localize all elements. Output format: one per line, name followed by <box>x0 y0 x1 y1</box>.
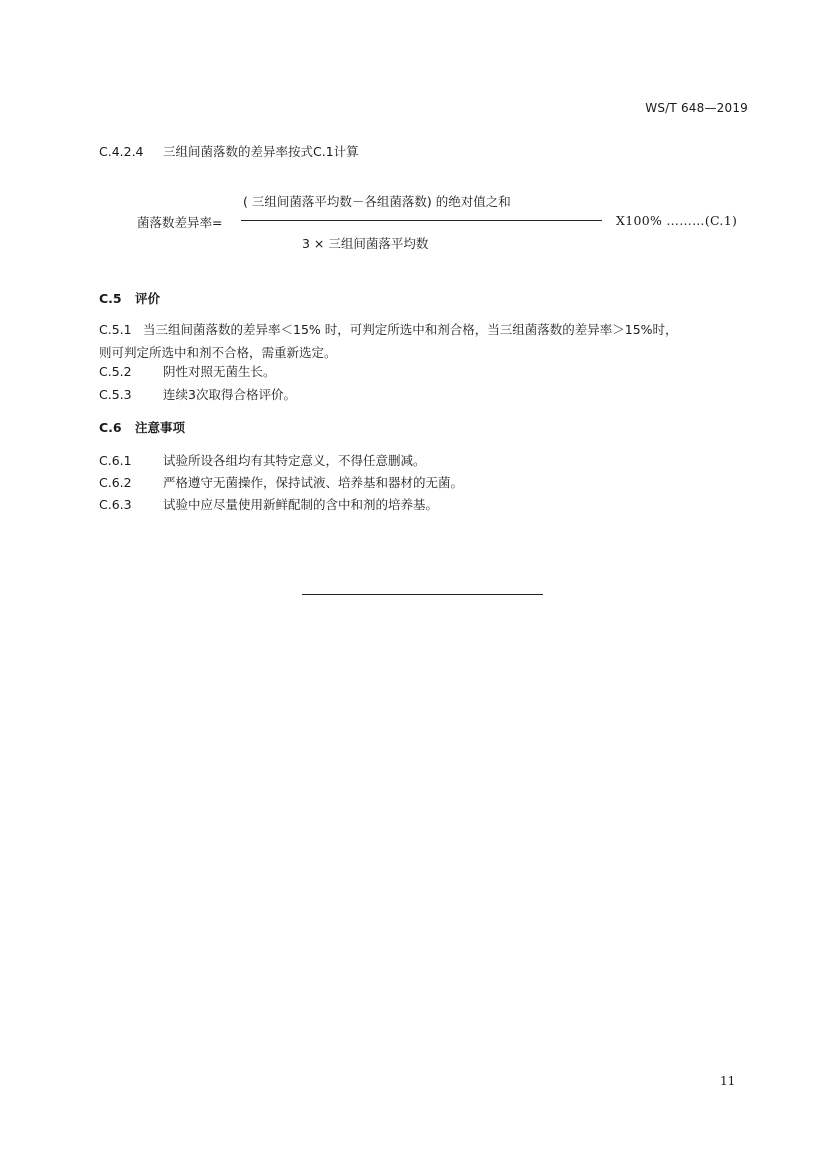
clause-text: 当三组间菌落数的差异率＜15% 时，可判定所选中和剂合格，当三组菌落数的差异率＞15%时， <box>143 322 678 337</box>
clause-c62 <box>99 473 463 491</box>
formula-multiplier: X100% <box>616 213 663 228</box>
clause-c51 <box>99 320 678 338</box>
clause-text: 三组间菌落数的差异率按式C.1计算 <box>163 144 359 159</box>
clause-text: 试验所设各组均有其特定意义，不得任意删减。 <box>163 453 426 468</box>
section-title: 注意事项 <box>135 420 186 435</box>
clause-text: 阴性对照无菌生长。 <box>163 364 276 379</box>
formula-denominator: 3 × 三组间菌落平均数 <box>302 236 429 251</box>
section-title: 评价 <box>135 291 161 306</box>
clause-number: C.5.3 <box>99 387 132 402</box>
clause-c61 <box>99 451 426 469</box>
clause-number: C.4.2.4 <box>99 144 144 159</box>
end-rule <box>302 594 543 595</box>
clause-c52 <box>99 362 276 380</box>
clause-number: C.6.2 <box>99 475 132 490</box>
fraction-bar <box>241 220 602 221</box>
formula-multiplier-ref <box>616 213 737 228</box>
clause-text: 严格遵守无菌操作，保持试液、培养基和器材的无菌。 <box>163 475 464 490</box>
clause-c424 <box>99 142 359 160</box>
document-code: WS/T 648—2019 <box>645 101 748 115</box>
formula-lhs: 菌落数差异率= <box>137 215 223 230</box>
clause-number: C.6.3 <box>99 497 132 512</box>
page-number: 11 <box>720 1074 736 1088</box>
clause-number: C.6.1 <box>99 453 132 468</box>
section-number: C.5 <box>99 291 122 306</box>
formula-numerator: ( 三组间菌落平均数－各组菌落数) 的绝对值之和 <box>243 194 511 209</box>
clause-c51-continued <box>99 343 337 361</box>
clause-number: C.5.2 <box>99 364 132 379</box>
clause-c53 <box>99 385 296 403</box>
clause-c63 <box>99 495 438 513</box>
clause-text: 试验中应尽量使用新鲜配制的含中和剂的培养基。 <box>163 497 439 512</box>
clause-text: 连续3次取得合格评价。 <box>163 387 296 402</box>
section-heading-c5 <box>99 289 160 307</box>
section-heading-c6 <box>99 418 185 436</box>
clause-text: 则可判定所选中和剂不合格，需重新选定。 <box>99 345 337 360</box>
clause-number: C.5.1 <box>99 322 132 337</box>
section-number: C.6 <box>99 420 122 435</box>
formula-equation-ref: ………(C.1) <box>666 213 738 228</box>
